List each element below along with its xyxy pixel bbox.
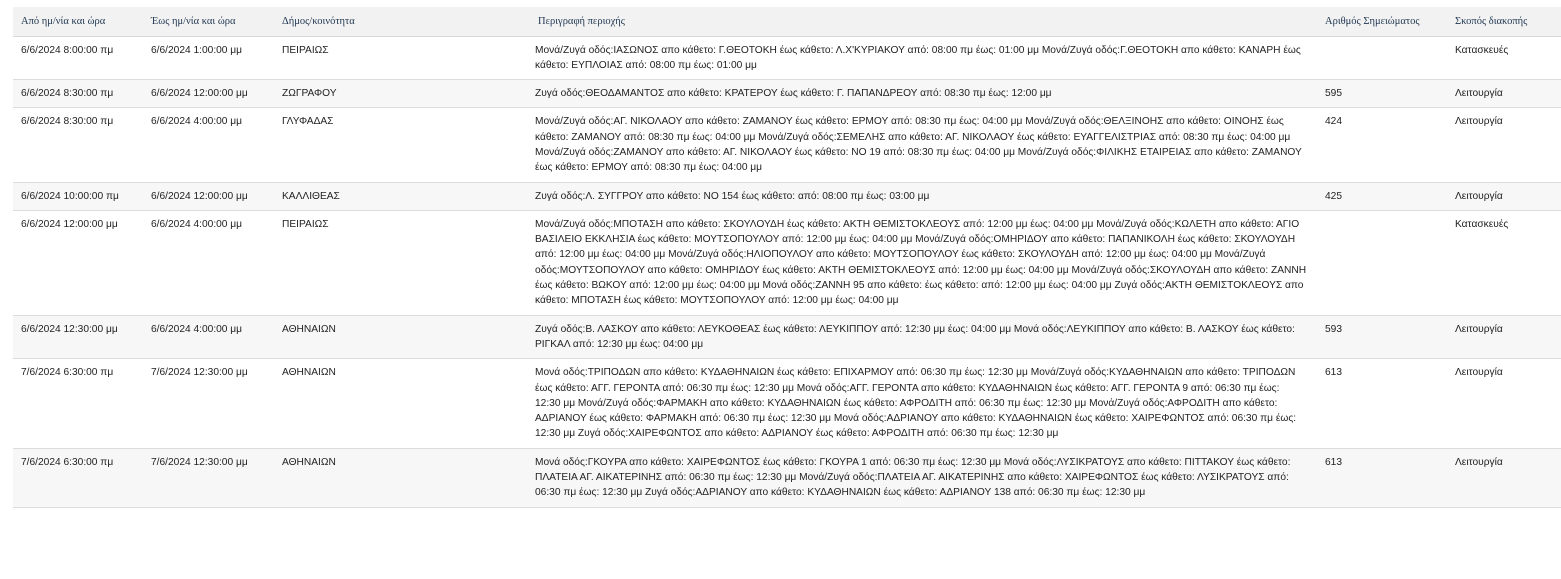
cell-purpose: Λειτουργία [1447,108,1561,182]
cell-purpose: Λειτουργία [1447,359,1561,448]
cell-description: Μονά/Ζυγά οδός:ΙΑΣΩΝΟΣ απο κάθετο: Γ.ΘΕΟΤΟΚΗ έως κάθετο: Λ.Χ'ΚΥΡΙΑΚΟΥ από: 08:00 πμ έως: 01:00 μμ Μονά/Ζυγά οδός:Γ.ΘΕΟΤΟΚΗ απο κάθετο: ΚΑΝΑΡΗ έως κάθετο: ΕΥΠΛΟΙΑΣ από: 08:00 πμ έως: 01:00 μμ [530,36,1317,80]
cell-municipality: ΚΑΛΛΙΘΕΑΣ [274,182,530,210]
cell-from: 6/6/2024 8:30:00 πμ [13,80,143,108]
cell-description: Ζυγά οδός:Λ. ΣΥΓΓΡΟΥ απο κάθετο: ΝΟ 154 έως κάθετο: από: 08:00 πμ έως: 03:00 μμ [530,182,1317,210]
cell-description: Μονά/Ζυγά οδός:ΑΓ. ΝΙΚΟΛΑΟΥ απο κάθετο: ΖΑΜΑΝΟΥ έως κάθετο: ΕΡΜΟΥ από: 08:30 πμ έως: 04:00 μμ Μονά/Ζυγά οδός:ΘΕΛΞΙΝΟΗΣ απο κάθετο: ΟΙΝΟΗΣ έως κάθετο: ΖΑΜΑΝΟΥ από: 08:30 πμ έως: 04:00 μμ Μονά/Ζυγά οδός:ΣΕΜΕΛΗΣ απο κάθετο: ΑΓ. ΝΙΚΟΛΑΟΥ έως κάθετο: ΕΥΑΓΓΕΛΙΣΤΡΙΑΣ από: 08:30 πμ έως: 04:00 μμ Μονά/Ζυγά οδός:ΖΑΜΑΝΟΥ απο κάθετο: ΑΓ. ΝΙΚΟΛΑΟΥ έως κάθετο: ΝΟ 19 από: 08:30 πμ έως: 04:00 μμ Μονά/Ζυγά οδός:ΦΙΛΙΚΗΣ ΕΤΑΙΡΕΙΑΣ απο κάθετο: ΖΑΜΑΝΟΥ έως κάθετο: ΕΡΜΟΥ από: 08:30 πμ έως: 04:00 μμ [530,108,1317,182]
table-row [13,315,1561,359]
cell-from: 6/6/2024 8:30:00 πμ [13,108,143,182]
cell-purpose: Κατασκευές [1447,36,1561,80]
cell-from: 6/6/2024 12:00:00 μμ [13,210,143,315]
outages-table [13,7,1561,508]
cell-from: 7/6/2024 6:30:00 πμ [13,448,143,507]
table-row [13,182,1561,210]
cell-municipality: ΖΩΓΡΑΦΟΥ [274,80,530,108]
cell-municipality: ΠΕΙΡΑΙΩΣ [274,210,530,315]
table-row [13,210,1561,315]
cell-municipality: ΓΛΥΦΑΔΑΣ [274,108,530,182]
cell-municipality: ΑΘΗΝΑΙΩΝ [274,359,530,448]
cell-description: Ζυγά οδός:Β. ΛΑΣΚΟΥ απο κάθετο: ΛΕΥΚΟΘΕΑΣ έως κάθετο: ΛΕΥΚΙΠΠΟΥ από: 12:30 μμ έως: 04:00 μμ Μονά οδός:ΛΕΥΚΙΠΠΟΥ απο κάθετο: Β. ΛΑΣΚΟΥ έως κάθετο: ΡΙΓΚΑΛ από: 12:30 μμ έως: 04:00 μμ [530,315,1317,359]
column-header-description[interactable]: Περιγραφή περιοχής [530,7,1317,36]
cell-number: 613 [1317,448,1447,507]
cell-purpose: Λειτουργία [1447,80,1561,108]
cell-to: 6/6/2024 4:00:00 μμ [143,210,274,315]
cell-purpose: Κατασκευές [1447,210,1561,315]
cell-from: 6/6/2024 10:00:00 πμ [13,182,143,210]
cell-number: 593 [1317,315,1447,359]
cell-to: 6/6/2024 12:00:00 μμ [143,182,274,210]
cell-number: 424 [1317,108,1447,182]
table-row [13,448,1561,507]
column-header-purpose[interactable]: Σκοπός διακοπής [1447,7,1561,36]
table-row [13,36,1561,80]
cell-description: Μονά οδός:ΓΚΟΥΡΑ απο κάθετο: ΧΑΙΡΕΦΩΝΤΟΣ έως κάθετο: ΓΚΟΥΡΑ 1 από: 06:30 πμ έως: 12:30 μμ Μονά οδός:ΛΥΣΙΚΡΑΤΟΥΣ απο κάθετο: ΠΙΤΤΑΚΟΥ έως κάθετο: ΠΛΑΤΕΙΑ ΑΓ. ΑΙΚΑΤΕΡΙΝΗΣ από: 06:30 πμ έως: 12:30 μμ Μονά/Ζυγά οδός:ΠΛΑΤΕΙΑ ΑΓ. ΑΙΚΑΤΕΡΙΝΗΣ απο κάθετο: ΧΑΙΡΕΦΩΝΤΟΣ έως κάθετο: ΛΥΣΙΚΡΑΤΟΥΣ από: 06:30 πμ έως: 12:30 μμ Ζυγά οδός:ΑΔΡΙΑΝΟΥ απο κάθετο: ΚΥΔΑΘΗΝΑΙΩΝ έως κάθετο: ΑΔΡΙΑΝΟΥ 138 από: 06:30 πμ έως: 12:30 μμ [530,448,1317,507]
cell-to: 6/6/2024 1:00:00 μμ [143,36,274,80]
column-header-number[interactable]: Αριθμός Σημειώματος [1317,7,1447,36]
column-header-to[interactable]: Έως ημ/νία και ώρα [143,7,274,36]
cell-number [1317,210,1447,315]
cell-purpose: Λειτουργία [1447,315,1561,359]
table-header-row [13,7,1561,36]
cell-number: 595 [1317,80,1447,108]
cell-purpose: Λειτουργία [1447,448,1561,507]
column-header-from[interactable]: Από ημ/νία και ώρα [13,7,143,36]
cell-description: Μονά/Ζυγά οδός:ΜΠΟΤΑΣΗ απο κάθετο: ΣΚΟΥΛΟΥΔΗ έως κάθετο: ΑΚΤΗ ΘΕΜΙΣΤΟΚΛΕΟΥΣ από: 12:00 μμ έως: 04:00 μμ Μονά/Ζυγά οδός:ΚΩΛΕΤΗ απο κάθετο: ΑΓΙΟ ΒΑΣΙΛΕΙΟ ΕΚΚΛΗΣΙΑ έως κάθετο: ΜΟΥΤΣΟΠΟΥΛΟΥ από: 12:00 μμ έως: 04:00 μμ Μονά/Ζυγά οδός:ΟΜΗΡΙΔΟΥ απο κάθετο: ΠΑΠΑΝΙΚΟΛΗ έως κάθετο: ΣΚΟΥΛΟΥΔΗ από: 12:00 μμ έως: 04:00 μμ Μονά/Ζυγά οδός:ΗΛΙΟΠΟΥΛΟΥ απο κάθετο: ΜΟΥΤΣΟΠΟΥΛΟΥ έως κάθετο: ΣΚΟΥΛΟΥΔΗ από: 12:00 μμ έως: 04:00 μμ Μονά/Ζυγά οδός:ΜΟΥΤΣΟΠΟΥΛΟΥ απο κάθετο: ΟΜΗΡΙΔΟΥ έως κάθετο: ΑΚΤΗ ΘΕΜΙΣΤΟΚΛΕΟΥΣ από: 12:00 μμ έως: 04:00 μμ Μονά/Ζυγά οδός:ΣΚΟΥΛΟΥΔΗ απο κάθετο: ΖΑΝΝΗ έως κάθετο: ΒΩΚΟΥ από: 12:00 μμ έως: 04:00 μμ Μονά οδός:ΖΑΝΝΗ 95 απο κάθετο: έως κάθετο: από: 12:00 μμ έως: 04:00 μμ Ζυγά οδός:ΑΚΤΗ ΘΕΜΙΣΤΟΚΛΕΟΥΣ απο κάθετο: ΜΠΟΤΑΣΗ έως κάθετο: ΜΟΥΤΣΟΠΟΥΛΟΥ από: 12:00 μμ έως: 04:00 μμ [530,210,1317,315]
cell-municipality: ΠΕΙΡΑΙΩΣ [274,36,530,80]
cell-municipality: ΑΘΗΝΑΙΩΝ [274,448,530,507]
cell-number [1317,36,1447,80]
cell-purpose: Λειτουργία [1447,182,1561,210]
cell-municipality: ΑΘΗΝΑΙΩΝ [274,315,530,359]
cell-number: 613 [1317,359,1447,448]
cell-from: 6/6/2024 8:00:00 πμ [13,36,143,80]
cell-to: 6/6/2024 4:00:00 μμ [143,315,274,359]
cell-to: 6/6/2024 12:00:00 μμ [143,80,274,108]
cell-from: 6/6/2024 12:30:00 μμ [13,315,143,359]
cell-number: 425 [1317,182,1447,210]
cell-to: 7/6/2024 12:30:00 μμ [143,448,274,507]
cell-to: 7/6/2024 12:30:00 μμ [143,359,274,448]
cell-from: 7/6/2024 6:30:00 πμ [13,359,143,448]
table-row [13,359,1561,448]
cell-to: 6/6/2024 4:00:00 μμ [143,108,274,182]
outages-table-container [13,7,1561,508]
cell-description: Μονά οδός:ΤΡΙΠΟΔΩΝ απο κάθετο: ΚΥΔΑΘΗΝΑΙΩΝ έως κάθετο: ΕΠΙΧΑΡΜΟΥ από: 06:30 πμ έως: 12:30 μμ Μονά/Ζυγά οδός:ΚΥΔΑΘΗΝΑΙΩΝ απο κάθετο: ΤΡΙΠΟΔΩΝ έως κάθετο: ΑΓΓ. ΓΕΡΟΝΤΑ από: 06:30 πμ έως: 12:30 μμ Μονά οδός:ΑΓΓ. ΓΕΡΟΝΤΑ απο κάθετο: ΚΥΔΑΘΗΝΑΙΩΝ έως κάθετο: ΑΓΓ. ΓΕΡΟΝΤΑ 9 από: 06:30 πμ έως: 12:30 μμ Μονά/Ζυγά οδός:ΦΑΡΜΑΚΗ απο κάθετο: ΚΥΔΑΘΗΝΑΙΩΝ έως κάθετο: ΑΦΡΟΔΙΤΗ από: 06:30 πμ έως: 12:30 μμ Μονά/Ζυγά οδός:ΑΦΡΟΔΙΤΗ απο κάθετο: ΑΔΡΙΑΝΟΥ έως κάθετο: ΦΑΡΜΑΚΗ από: 06:30 πμ έως: 12:30 μμ Μονά οδός:ΑΔΡΙΑΝΟΥ απο κάθετο: ΚΥΔΑΘΗΝΑΙΩΝ έως κάθετο: ΧΑΙΡΕΦΩΝΤΟΣ από: 06:30 πμ έως: 12:30 μμ Ζυγά οδός:ΧΑΙΡΕΦΩΝΤΟΣ απο κάθετο: ΑΔΡΙΑΝΟΥ έως κάθετο: ΑΦΡΟΔΙΤΗ από: 06:30 πμ έως: 12:30 μμ [530,359,1317,448]
table-row [13,80,1561,108]
table-row [13,108,1561,182]
cell-description: Ζυγά οδός:ΘΕΟΔΑΜΑΝΤΟΣ απο κάθετο: ΚΡΑΤΕΡΟΥ έως κάθετο: Γ. ΠΑΠΑΝΔΡΕΟΥ από: 08:30 πμ έως: 12:00 μμ [530,80,1317,108]
column-header-municipality[interactable]: Δήμος/κοινότητα [274,7,530,36]
